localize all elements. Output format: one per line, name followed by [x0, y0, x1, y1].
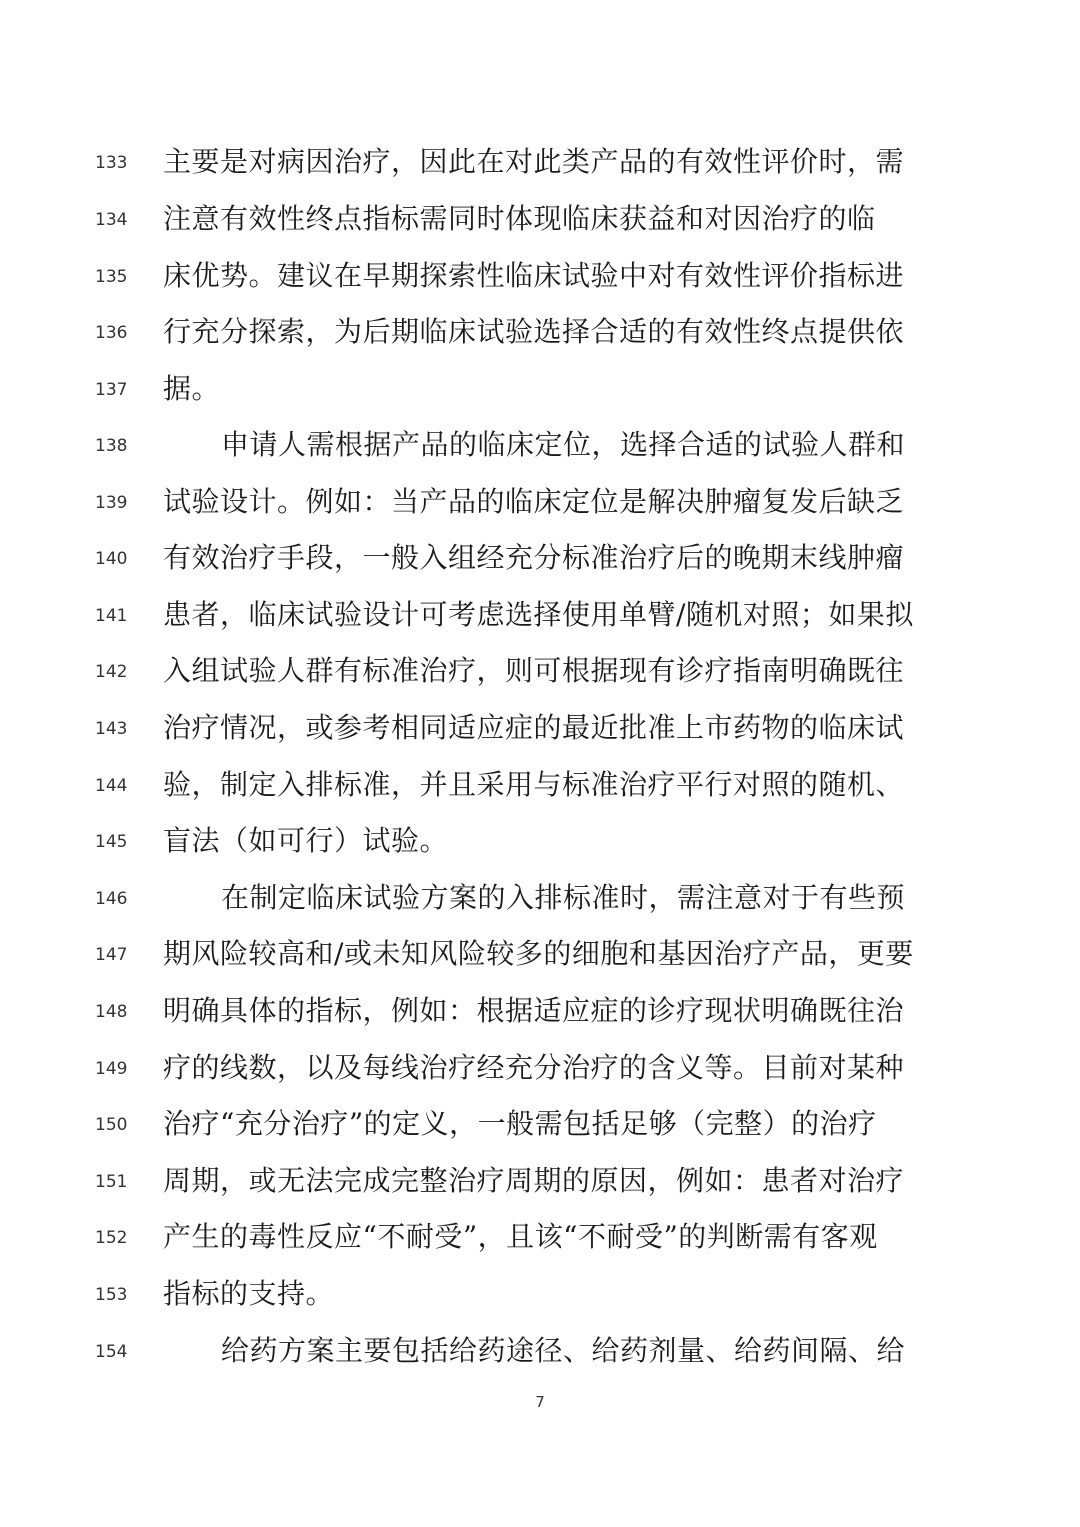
line-number: 153: [95, 1285, 128, 1305]
line-number: 138: [95, 436, 128, 456]
text-line: [0, 1274, 1080, 1314]
line-number: 140: [95, 549, 128, 569]
line-number: 136: [95, 323, 128, 343]
text-line: [0, 878, 1080, 918]
text-line: [0, 708, 1080, 748]
text-line: [0, 651, 1080, 691]
line-text: 入组试验人群有标准治疗，则可根据现有诊疗指南明确既往: [163, 654, 905, 687]
line-number: 133: [95, 153, 128, 173]
line-text: 主要是对病因治疗，因此在对此类产品的有效性评价时，需: [163, 145, 905, 178]
line-number: 144: [95, 776, 128, 796]
line-number: 142: [95, 662, 128, 682]
text-line: [0, 256, 1080, 296]
line-number: 150: [95, 1115, 128, 1135]
text-line: [0, 1331, 1080, 1371]
line-number: 147: [95, 945, 128, 965]
line-text: 指标的支持。: [163, 1277, 335, 1310]
text-line: [0, 199, 1080, 239]
line-number: 148: [95, 1002, 128, 1022]
line-text: 盲法（如可行）试验。: [163, 824, 449, 857]
line-text: 周期，或无法完成完整治疗周期的原因，例如：患者对治疗: [163, 1164, 905, 1197]
line-text: 验，制定入排标准，并且采用与标准治疗平行对照的随机、: [163, 768, 905, 801]
line-text: 治疗情况，或参考相同适应症的最近批准上市药物的临床试: [163, 711, 905, 744]
text-line: [0, 312, 1080, 352]
line-text: 试验设计。例如：当产品的临床定位是解决肿瘤复发后缺乏: [163, 485, 905, 518]
line-text: 申请人需根据产品的临床定位，选择合适的试验人群和: [221, 428, 906, 461]
line-text: 期风险较高和/或未知风险较多的细胞和基因治疗产品，更要: [163, 937, 914, 970]
text-line: [0, 538, 1080, 578]
text-line: [0, 482, 1080, 522]
line-number: 151: [95, 1172, 128, 1192]
text-line: [0, 1217, 1080, 1257]
line-text: 有效治疗手段，一般入组经充分标准治疗后的晚期末线肿瘤: [163, 541, 905, 574]
text-line: [0, 1104, 1080, 1144]
line-text: 据。: [163, 372, 221, 405]
line-text: 床优势。建议在早期探索性临床试验中对有效性评价指标进: [163, 259, 905, 292]
line-text: 治疗“充分治疗”的定义，一般需包括足够（完整）的治疗: [163, 1107, 877, 1140]
line-number: 141: [95, 606, 128, 626]
line-number: 135: [95, 267, 128, 287]
text-line: [0, 934, 1080, 974]
text-line: [0, 595, 1080, 635]
text-line: [0, 369, 1080, 409]
text-line: [0, 142, 1080, 182]
line-text: 产生的毒性反应“不耐受”，且该“不耐受”的判断需有客观: [163, 1220, 878, 1253]
line-text: 患者，临床试验设计可考虑选择使用单臂/随机对照；如果拟: [163, 598, 914, 631]
line-number: 137: [95, 380, 128, 400]
line-number: 139: [95, 493, 128, 513]
line-number: 145: [95, 832, 128, 852]
text-line: [0, 765, 1080, 805]
line-text: 注意有效性终点指标需同时体现临床获益和对因治疗的临: [163, 202, 876, 235]
text-line: [0, 1161, 1080, 1201]
line-text: 行充分探索，为后期临床试验选择合适的有效性终点提供依: [163, 315, 905, 348]
text-line: [0, 991, 1080, 1031]
line-number: 146: [95, 889, 128, 909]
line-text: 疗的线数，以及每线治疗经充分治疗的含义等。目前对某种: [163, 1051, 905, 1084]
line-text: 给药方案主要包括给药途径、给药剂量、给药间隔、给: [221, 1334, 906, 1367]
line-number: 154: [95, 1342, 128, 1362]
text-line: [0, 821, 1080, 861]
line-number: 152: [95, 1228, 128, 1248]
line-number: 149: [95, 1059, 128, 1079]
line-number: 134: [95, 210, 128, 230]
text-line: [0, 1048, 1080, 1088]
text-line: [0, 425, 1080, 465]
line-text: 在制定临床试验方案的入排标准时，需注意对于有些预: [221, 881, 906, 914]
line-text: 明确具体的指标，例如：根据适应症的诊疗现状明确既往治: [163, 994, 905, 1027]
line-number: 143: [95, 719, 128, 739]
page-number: 7: [535, 1393, 545, 1411]
